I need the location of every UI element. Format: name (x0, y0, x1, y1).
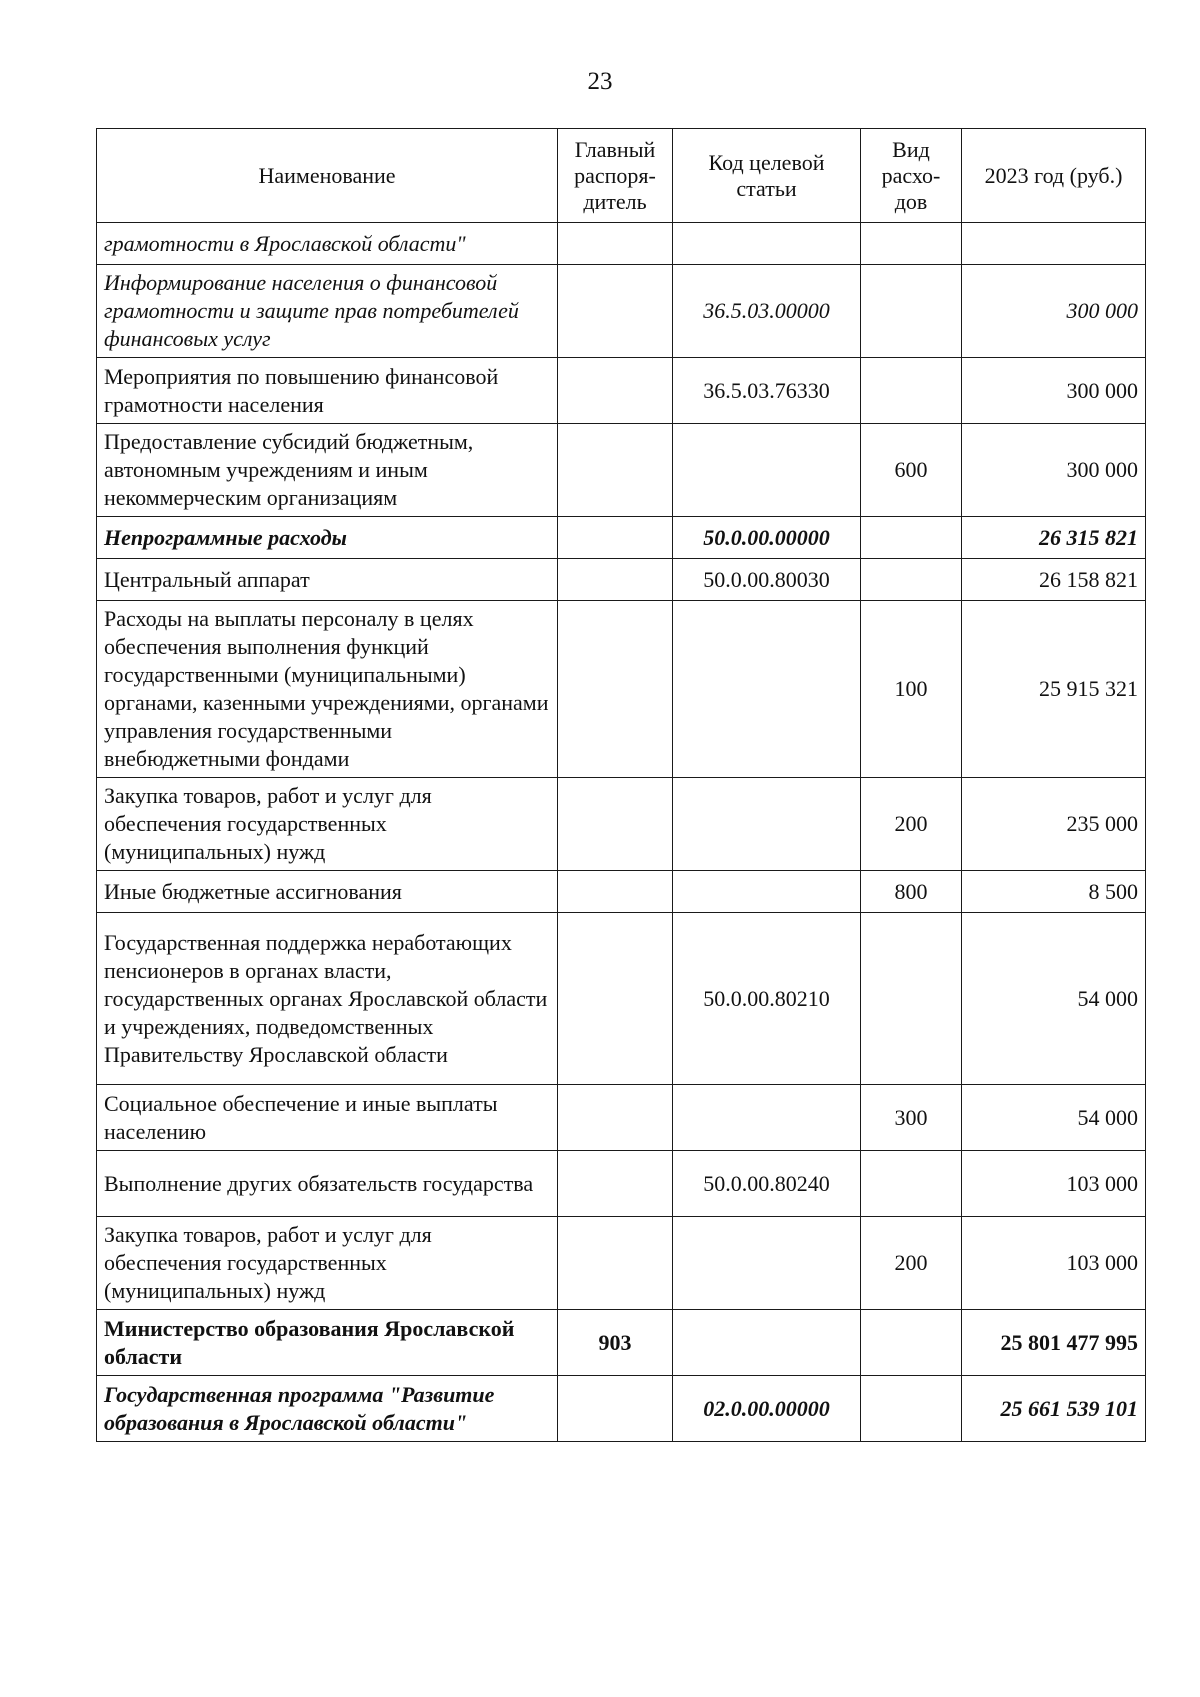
table-header-row (97, 129, 1146, 223)
cell-main-manager (558, 424, 673, 517)
cell-sum: 300 000 (962, 358, 1146, 424)
table-row (97, 1085, 1146, 1151)
cell-sum (962, 223, 1146, 265)
cell-expense-type: 800 (861, 871, 962, 913)
cell-target-code: 36.5.03.00000 (673, 265, 861, 358)
table-row (97, 358, 1146, 424)
header-main-manager: Главный распоря-дитель (558, 129, 673, 223)
cell-expense-type (861, 358, 962, 424)
cell-target-code (673, 424, 861, 517)
cell-target-code (673, 1217, 861, 1310)
cell-expense-type (861, 265, 962, 358)
cell-main-manager (558, 358, 673, 424)
cell-expense-type: 200 (861, 778, 962, 871)
cell-name: Расходы на выплаты персоналу в целях обеспечения выполнения функций государственными (муниципальными) органами, казенными учреждениями, органами управления государственными внебюджетными фондами (97, 601, 558, 778)
table-row (97, 517, 1146, 559)
cell-sum: 54 000 (962, 913, 1146, 1085)
cell-sum: 26 315 821 (962, 517, 1146, 559)
cell-expense-type (861, 559, 962, 601)
cell-target-code (673, 601, 861, 778)
cell-name: Выполнение других обязательств государства (97, 1151, 558, 1217)
cell-sum: 300 000 (962, 424, 1146, 517)
page-number: 23 (587, 68, 613, 95)
cell-expense-type (861, 1376, 962, 1442)
table-row (97, 1376, 1146, 1442)
cell-sum: 26 158 821 (962, 559, 1146, 601)
cell-main-manager (558, 265, 673, 358)
cell-expense-type: 600 (861, 424, 962, 517)
header-name: Наименование (97, 129, 558, 223)
cell-name: Иные бюджетные ассигнования (97, 871, 558, 913)
cell-target-code (673, 778, 861, 871)
cell-expense-type (861, 1310, 962, 1376)
cell-name: Информирование населения о финансовой грамотности и защите прав потребителей финансовых услуг (97, 265, 558, 358)
cell-main-manager (558, 1217, 673, 1310)
table-row (97, 913, 1146, 1085)
cell-expense-type (861, 913, 962, 1085)
table-row (97, 223, 1146, 265)
cell-main-manager (558, 601, 673, 778)
cell-target-code: 50.0.00.80210 (673, 913, 861, 1085)
cell-name: Министерство образования Ярославской области (97, 1310, 558, 1376)
cell-target-code (673, 223, 861, 265)
cell-sum: 54 000 (962, 1085, 1146, 1151)
cell-name: Социальное обеспечение и иные выплаты населению (97, 1085, 558, 1151)
cell-main-manager (558, 559, 673, 601)
cell-name: Государственная программа "Развитие образования в Ярославской области" (97, 1376, 558, 1442)
cell-target-code: 50.0.00.00000 (673, 517, 861, 559)
cell-main-manager (558, 913, 673, 1085)
table-row (97, 871, 1146, 913)
header-target-code: Код целевой статьи (673, 129, 861, 223)
cell-sum: 25 915 321 (962, 601, 1146, 778)
budget-table (96, 128, 1146, 1442)
cell-main-manager (558, 871, 673, 913)
cell-target-code: 36.5.03.76330 (673, 358, 861, 424)
header-sum-2023: 2023 год (руб.) (962, 129, 1146, 223)
cell-sum: 103 000 (962, 1217, 1146, 1310)
cell-expense-type: 100 (861, 601, 962, 778)
cell-expense-type: 200 (861, 1217, 962, 1310)
cell-target-code (673, 1085, 861, 1151)
cell-expense-type (861, 223, 962, 265)
cell-sum: 25 801 477 995 (962, 1310, 1146, 1376)
table-row (97, 424, 1146, 517)
cell-main-manager: 903 (558, 1310, 673, 1376)
cell-expense-type (861, 517, 962, 559)
cell-name: Государственная поддержка неработающих пенсионеров в органах власти, государственных органах Ярославской области и учреждениях, подведомственных Правительству Ярославской области (97, 913, 558, 1085)
table-row (97, 1217, 1146, 1310)
header-expense-type: Вид расхо-дов (861, 129, 962, 223)
cell-target-code: 50.0.00.80240 (673, 1151, 861, 1217)
cell-expense-type: 300 (861, 1085, 962, 1151)
cell-sum: 300 000 (962, 265, 1146, 358)
cell-name: Предоставление субсидий бюджетным, автономным учреждениям и иным некоммерческим организациям (97, 424, 558, 517)
table-row (97, 601, 1146, 778)
table-row (97, 559, 1146, 601)
cell-name: Мероприятия по повышению финансовой грамотности населения (97, 358, 558, 424)
cell-target-code: 50.0.00.80030 (673, 559, 861, 601)
cell-expense-type (861, 1151, 962, 1217)
cell-name: Центральный аппарат (97, 559, 558, 601)
cell-name: Закупка товаров, работ и услуг для обеспечения государственных (муниципальных) нужд (97, 1217, 558, 1310)
cell-name: Непрограммные расходы (97, 517, 558, 559)
cell-main-manager (558, 1376, 673, 1442)
cell-target-code (673, 1310, 861, 1376)
cell-main-manager (558, 778, 673, 871)
table-row (97, 778, 1146, 871)
cell-target-code: 02.0.00.00000 (673, 1376, 861, 1442)
cell-sum: 25 661 539 101 (962, 1376, 1146, 1442)
cell-sum: 103 000 (962, 1151, 1146, 1217)
table-row (97, 265, 1146, 358)
cell-main-manager (558, 1151, 673, 1217)
table-row (97, 1151, 1146, 1217)
cell-name: грамотности в Ярославской области" (97, 223, 558, 265)
cell-main-manager (558, 1085, 673, 1151)
cell-main-manager (558, 517, 673, 559)
cell-name: Закупка товаров, работ и услуг для обеспечения государственных (муниципальных) нужд (97, 778, 558, 871)
cell-main-manager (558, 223, 673, 265)
cell-sum: 235 000 (962, 778, 1146, 871)
table-row (97, 1310, 1146, 1376)
cell-sum: 8 500 (962, 871, 1146, 913)
cell-target-code (673, 871, 861, 913)
